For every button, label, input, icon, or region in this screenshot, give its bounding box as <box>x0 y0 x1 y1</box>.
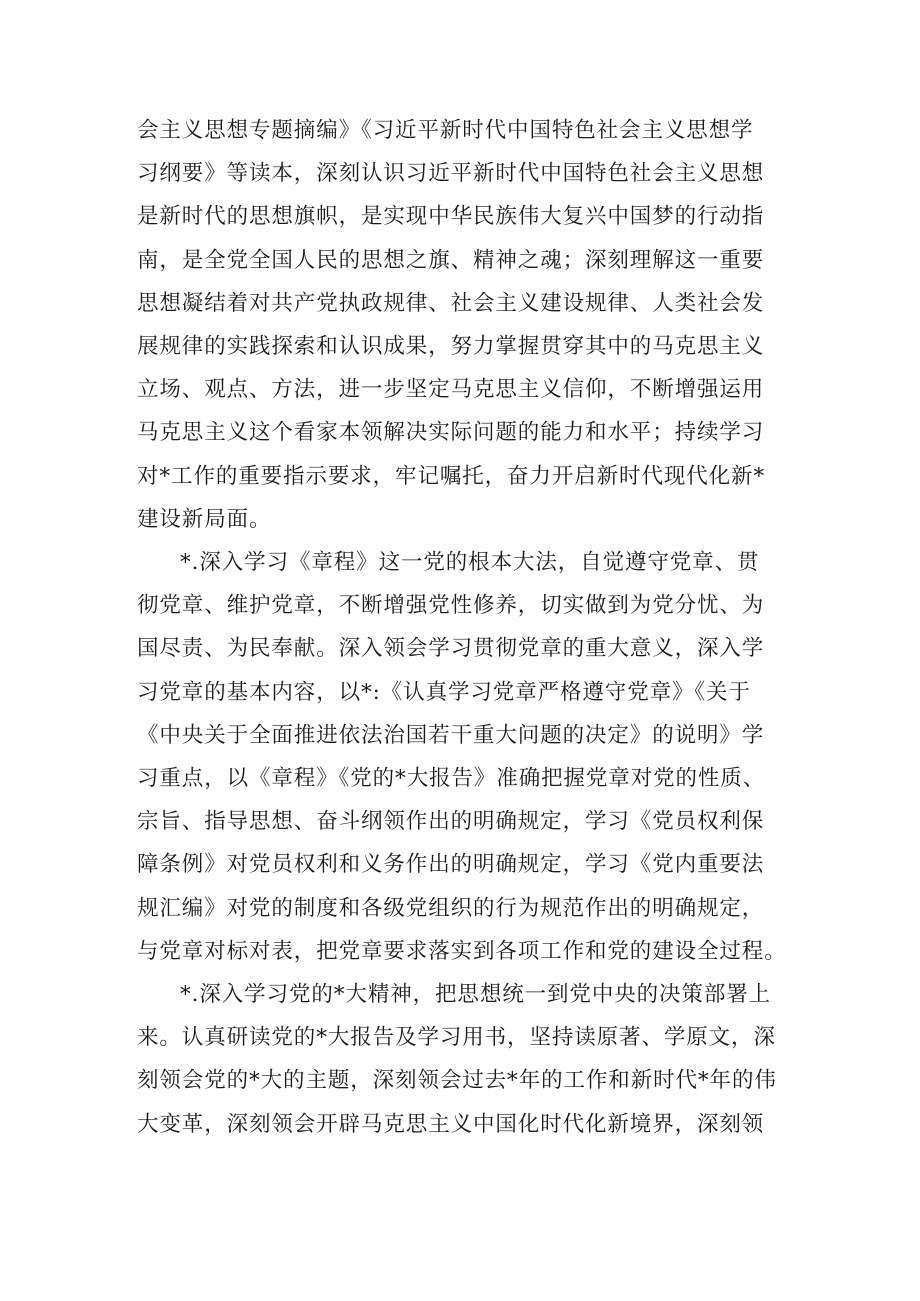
text-line: 习重点，以《章程》《党的*大报告》准确把握党章对党的性质、 <box>137 766 766 792</box>
text-line: 展规律的实践探索和认识成果，努力掌握贯穿其中的马克思主义 <box>137 334 765 360</box>
paragraph-1 <box>137 109 805 541</box>
text-line: 障条例》对党员权利和义务作出的明确规定，学习《党内重要法 <box>137 852 765 878</box>
text-line: 习纲要》等读本，深刻认识习近平新时代中国特色社会主义思想 <box>137 161 765 187</box>
text-line: 对*工作的重要指示要求，牢记嘱托，奋力开启新时代现代化新* <box>137 463 766 489</box>
paragraph-3 <box>137 973 805 1146</box>
text-line: 大变革，深刻领会开辟马克思主义中国化时代化新境界，深刻领 <box>137 1111 765 1137</box>
text-line: 刻领会党的*大的主题，深刻领会过去*年的工作和新时代*年的伟 <box>137 1068 777 1094</box>
text-line: 立场、观点、方法，进一步坚定马克思主义信仰，不断增强运用 <box>137 377 765 403</box>
text-line: 彻党章、维护党章，不断增强党性修养，切实做到为党分忧、为 <box>137 593 765 619</box>
text-line: *.深入学习《章程》这一党的根本大法，自觉遵守党章、贯 <box>180 550 760 576</box>
text-line: 宗旨、指导思想、奋斗纲领作出的明确规定，学习《党员权利保 <box>137 809 765 835</box>
text-line: 《中央关于全面推进依法治国若干重大问题的决定》的说明》学 <box>137 722 765 748</box>
text-line: 会主义思想专题摘编》《习近平新时代中国特色社会主义思想学 <box>137 118 754 143</box>
text-line: 思想凝结着对共产党执政规律、社会主义建设规律、人类社会发 <box>137 290 765 316</box>
text-line: 规汇编》对党的制度和各级党组织的行为规范作出的明确规定， <box>137 895 765 921</box>
text-line: 国尽责、为民奉献。深入领会学习贯彻党章的重大意义，深入学 <box>137 636 765 662</box>
text-line: 来。认真研读党的*大报告及学习用书，坚持读原著、学原文，深 <box>137 1025 776 1051</box>
text-line: 南，是全党全国人民的思想之旗、精神之魂；深刻理解这一重要 <box>137 247 765 273</box>
text-line: 习党章的基本内容，以*:《认真学习党章严格遵守党章》《关于 <box>137 679 751 705</box>
text-line: 是新时代的思想旗帜，是实现中华民族伟大复兴中国梦的行动指 <box>137 204 765 230</box>
text-line: 与党章对标对表，把党章要求落实到各项工作和党的建设全过程。 <box>137 938 787 964</box>
text-line: 建设新局面。 <box>137 506 272 532</box>
paragraph-2 <box>137 541 805 973</box>
document-body <box>137 109 805 1146</box>
text-line: *.深入学习党的*大精神，把思想统一到党中央的决策部署上 <box>180 982 772 1008</box>
text-line: 马克思主义这个看家本领解决实际问题的能力和水平；持续学习 <box>137 420 765 446</box>
